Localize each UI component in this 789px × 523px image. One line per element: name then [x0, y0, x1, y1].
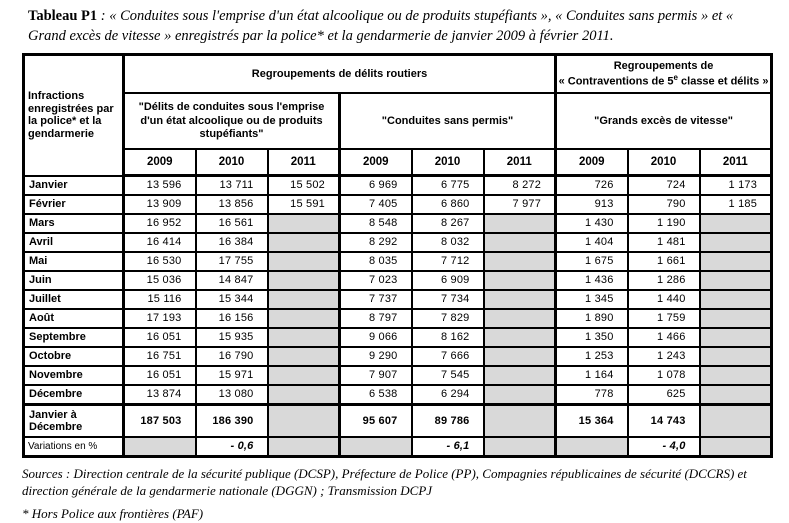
row-label: Janvier [24, 176, 124, 195]
value-cell: 1 436 [556, 271, 628, 290]
year-header: 2010 [196, 149, 268, 176]
value-cell: 1 173 [700, 176, 772, 195]
row-label: Avril [24, 233, 124, 252]
value-cell: 1 675 [556, 252, 628, 271]
value-cell: 1 078 [628, 366, 700, 385]
empty-cell [268, 271, 340, 290]
empty-cell [700, 328, 772, 347]
empty-cell [700, 290, 772, 309]
empty-cell [556, 437, 628, 457]
table-title [28, 7, 759, 46]
empty-cell [700, 437, 772, 457]
empty-cell [268, 252, 340, 271]
value-cell: 1 350 [556, 328, 628, 347]
table-row [24, 214, 772, 233]
value-cell: 7 545 [412, 366, 484, 385]
value-cell: 95 607 [340, 404, 412, 437]
year-header: 2011 [700, 149, 772, 176]
row-label: Septembre [24, 328, 124, 347]
value-cell: 778 [556, 385, 628, 405]
value-cell: 1 286 [628, 271, 700, 290]
empty-cell [268, 385, 340, 405]
empty-cell [340, 437, 412, 457]
value-cell: 15 364 [556, 404, 628, 437]
value-cell: 8 032 [412, 233, 484, 252]
year-header: 2009 [556, 149, 628, 176]
row-label: Janvier à Décembre [24, 404, 124, 437]
value-cell: 724 [628, 176, 700, 195]
value-cell: 6 775 [412, 176, 484, 195]
value-cell: 8 035 [340, 252, 412, 271]
subheader-sans-permis: "Conduites sans permis" [340, 93, 556, 149]
empty-cell [484, 404, 556, 437]
value-cell: - 4,0 [628, 437, 700, 457]
value-cell: - 6,1 [412, 437, 484, 457]
empty-cell [700, 366, 772, 385]
table-row [24, 347, 772, 366]
value-cell: 186 390 [196, 404, 268, 437]
year-header: 2009 [124, 149, 196, 176]
value-cell: 15 502 [268, 176, 340, 195]
value-cell: 7 737 [340, 290, 412, 309]
table-row [24, 176, 772, 195]
value-cell: 8 797 [340, 309, 412, 328]
value-cell: 89 786 [412, 404, 484, 437]
value-cell: 14 743 [628, 404, 700, 437]
year-header: 2011 [484, 149, 556, 176]
statistics-table [22, 53, 773, 458]
value-cell: 1 440 [628, 290, 700, 309]
value-cell: 6 909 [412, 271, 484, 290]
value-cell: 8 162 [412, 328, 484, 347]
value-cell: 1 253 [556, 347, 628, 366]
value-cell: 14 847 [196, 271, 268, 290]
empty-cell [124, 437, 196, 457]
table-row [24, 252, 772, 271]
value-cell: 187 503 [124, 404, 196, 437]
empty-cell [268, 404, 340, 437]
empty-cell [484, 252, 556, 271]
empty-cell [484, 366, 556, 385]
empty-cell [700, 309, 772, 328]
empty-cell [484, 385, 556, 405]
empty-cell [700, 252, 772, 271]
table-row [24, 309, 772, 328]
value-cell: 13 711 [196, 176, 268, 195]
value-cell: 8 548 [340, 214, 412, 233]
row-label: Août [24, 309, 124, 328]
value-cell: 16 751 [124, 347, 196, 366]
empty-cell [268, 214, 340, 233]
row-label: Variations en % [24, 437, 124, 457]
value-cell: 13 596 [124, 176, 196, 195]
value-cell: 1 466 [628, 328, 700, 347]
empty-cell [268, 366, 340, 385]
empty-cell [484, 437, 556, 457]
table-row [24, 385, 772, 405]
value-cell: 13 856 [196, 195, 268, 214]
value-cell: 6 969 [340, 176, 412, 195]
empty-cell [484, 233, 556, 252]
value-cell: 1 345 [556, 290, 628, 309]
value-cell: 7 829 [412, 309, 484, 328]
value-cell: 9 066 [340, 328, 412, 347]
row-label: Juin [24, 271, 124, 290]
value-cell: 1 481 [628, 233, 700, 252]
value-cell: 8 267 [412, 214, 484, 233]
value-cell: 15 036 [124, 271, 196, 290]
row-label: Juillet [24, 290, 124, 309]
variations-row [24, 437, 772, 457]
value-cell: 17 193 [124, 309, 196, 328]
empty-cell [484, 214, 556, 233]
year-header: 2011 [268, 149, 340, 176]
value-cell: 13 909 [124, 195, 196, 214]
table-footer [22, 466, 769, 523]
value-cell: 13 874 [124, 385, 196, 405]
row-label: Mai [24, 252, 124, 271]
row-label: Mars [24, 214, 124, 233]
value-cell: 1 404 [556, 233, 628, 252]
table-title-text: : « Conduites sous l'emprise d'un état alcoolique ou de produits stupéfiants », « Conduites sans permis » et « Grand excès de vitesse » enregistrés par la police* et la gendarmerie de janvier 2009 à février 2011. [28, 8, 734, 44]
value-cell: 1 243 [628, 347, 700, 366]
value-cell: 7 734 [412, 290, 484, 309]
empty-cell [268, 328, 340, 347]
value-cell: 15 344 [196, 290, 268, 309]
table-row [24, 233, 772, 252]
value-cell: 7 405 [340, 195, 412, 214]
value-cell: 6 538 [340, 385, 412, 405]
value-cell: 1 185 [700, 195, 772, 214]
empty-cell [268, 290, 340, 309]
value-cell: 790 [628, 195, 700, 214]
empty-cell [268, 233, 340, 252]
value-cell: 1 164 [556, 366, 628, 385]
value-cell: 13 080 [196, 385, 268, 405]
value-cell: 1 430 [556, 214, 628, 233]
table-row [24, 366, 772, 385]
value-cell: - 0,6 [196, 437, 268, 457]
value-cell: 1 890 [556, 309, 628, 328]
value-cell: 8 272 [484, 176, 556, 195]
value-cell: 16 051 [124, 366, 196, 385]
value-cell: 6 860 [412, 195, 484, 214]
value-cell: 16 156 [196, 309, 268, 328]
value-cell: 8 292 [340, 233, 412, 252]
empty-cell [484, 290, 556, 309]
value-cell: 15 116 [124, 290, 196, 309]
empty-cell [484, 309, 556, 328]
empty-cell [700, 271, 772, 290]
table-title-label: Tableau P1 [28, 8, 98, 24]
value-cell: 1 190 [628, 214, 700, 233]
empty-cell [700, 233, 772, 252]
value-cell: 17 755 [196, 252, 268, 271]
value-cell: 16 790 [196, 347, 268, 366]
table-body [24, 176, 772, 457]
value-cell: 7 712 [412, 252, 484, 271]
value-cell: 16 952 [124, 214, 196, 233]
empty-cell [268, 347, 340, 366]
value-cell: 16 561 [196, 214, 268, 233]
sources-text: Sources : Direction centrale de la sécurité publique (DCSP), Préfecture de Police (PP), Compagnies républicaines de sécurité (DCCRS) et direction générale de la gendarmerie nationale (DGGN) ; Transmission DCPJ [22, 465, 747, 498]
empty-cell [484, 328, 556, 347]
empty-cell [700, 404, 772, 437]
value-cell: 15 591 [268, 195, 340, 214]
group-header-delits-routiers: Regroupements de délits routiers [124, 55, 556, 94]
total-row [24, 404, 772, 437]
group-header-row [24, 55, 772, 94]
value-cell: 1 759 [628, 309, 700, 328]
value-cell: 15 971 [196, 366, 268, 385]
subheader-exces-vitesse: "Grands excès de vitesse" [556, 93, 772, 149]
empty-cell [700, 214, 772, 233]
table-row [24, 290, 772, 309]
value-cell: 726 [556, 176, 628, 195]
subheader-alcool: "Délits de conduites sous l'emprise d'un état alcoolique ou de produits stupéfiants" [124, 93, 340, 149]
table-row [24, 271, 772, 290]
value-cell: 16 530 [124, 252, 196, 271]
year-header: 2010 [628, 149, 700, 176]
table-row [24, 328, 772, 347]
year-header: 2010 [412, 149, 484, 176]
value-cell: 7 666 [412, 347, 484, 366]
value-cell: 9 290 [340, 347, 412, 366]
corner-header: Infractions enregistrées par la police* et la gendarmerie [24, 55, 124, 176]
value-cell: 15 935 [196, 328, 268, 347]
value-cell: 625 [628, 385, 700, 405]
document-page [0, 7, 789, 523]
empty-cell [268, 309, 340, 328]
row-label: Février [24, 195, 124, 214]
row-label: Novembre [24, 366, 124, 385]
empty-cell [700, 385, 772, 405]
empty-cell [700, 347, 772, 366]
group-header-contraventions: Regroupements de « Contraventions de 5e classe et délits » [556, 55, 772, 94]
footnote-text: * Hors Police aux frontières (PAF) [22, 506, 204, 522]
table-row [24, 195, 772, 214]
row-label: Octobre [24, 347, 124, 366]
value-cell: 1 661 [628, 252, 700, 271]
value-cell: 16 384 [196, 233, 268, 252]
value-cell: 7 023 [340, 271, 412, 290]
value-cell: 16 051 [124, 328, 196, 347]
empty-cell [268, 437, 340, 457]
empty-cell [484, 347, 556, 366]
value-cell: 16 414 [124, 233, 196, 252]
value-cell: 7 977 [484, 195, 556, 214]
year-header: 2009 [340, 149, 412, 176]
year-header-row [24, 149, 772, 176]
row-label: Décembre [24, 385, 124, 405]
subgroup-header-row [24, 93, 772, 149]
value-cell: 7 907 [340, 366, 412, 385]
value-cell: 6 294 [412, 385, 484, 405]
empty-cell [484, 271, 556, 290]
value-cell: 913 [556, 195, 628, 214]
